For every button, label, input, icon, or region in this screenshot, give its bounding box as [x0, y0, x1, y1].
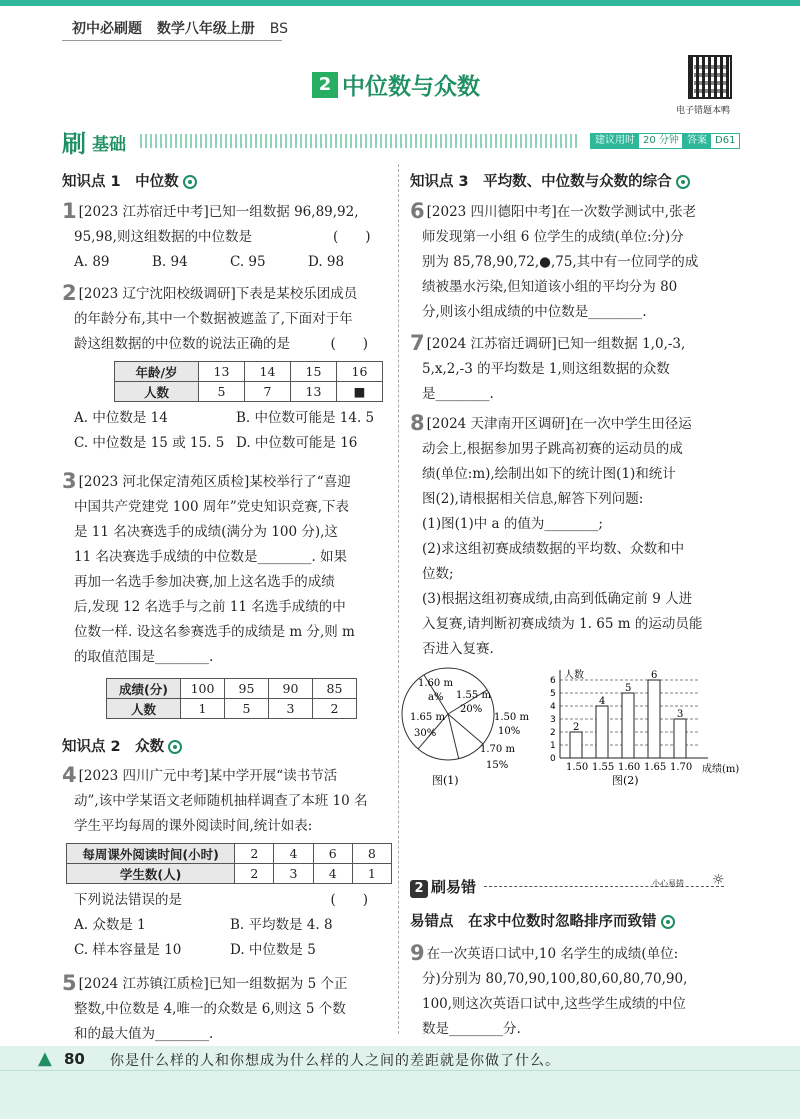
table-header: 15	[291, 362, 337, 382]
page-title	[312, 68, 480, 101]
table-cell: 2	[313, 699, 357, 719]
q6-line2: 师发现第一小组 6 位学生的成绩(单位:分)分	[422, 229, 684, 245]
q3-line5: 再加一名选手参加决赛,加上这名选手的成绩	[74, 574, 335, 590]
q1-option-a[interactable]: A. 89	[74, 254, 110, 270]
time-label: 建议用时	[591, 134, 639, 148]
footer-logo-icon: ▲	[38, 1048, 52, 1069]
table-cell: 3	[274, 864, 313, 884]
time-badge	[590, 133, 684, 149]
q8-figures	[400, 662, 740, 792]
bar-value-label: 6	[651, 670, 658, 681]
q7-line3: 是________.	[422, 386, 494, 402]
q3-line6: 后,发现 12 名选手与之前 11 名选手成绩的中	[74, 599, 346, 615]
bar	[674, 719, 686, 758]
q8-part3c: 否进入复赛.	[422, 641, 494, 657]
q4-table	[66, 843, 392, 884]
q1-number: 1	[62, 199, 77, 223]
table-header: 95	[225, 679, 269, 699]
pie-caption: 图(1)	[432, 774, 459, 787]
bar-caption: 图(2)	[612, 774, 639, 787]
bar	[622, 693, 634, 758]
y-tick-label: 4	[550, 702, 556, 712]
q5-line2: 整数,中位数是 4,唯一的众数是 6,则这 5 个数	[74, 1001, 346, 1017]
q9-line2: 分)分别为 80,70,90,100,80,60,80,70,90,	[422, 971, 688, 987]
q9-line4: 数是________分.	[422, 1021, 521, 1037]
target-icon	[168, 740, 182, 754]
column-divider	[398, 164, 399, 1034]
knowledge-point-3	[410, 170, 690, 191]
edition: BS	[269, 21, 288, 37]
subject-name: 数学八年级上册	[156, 21, 255, 37]
pie-label: 10%	[498, 726, 521, 737]
q8-part3a: (3)根据这组初赛成绩,由高到低确定前 9 人进	[422, 591, 693, 607]
pie-label: a%	[428, 692, 444, 703]
q4-line1: [2023 四川广元中考]某中学开展“读书节活	[78, 768, 338, 784]
question-8	[410, 412, 740, 662]
answer-value: D61	[715, 135, 736, 146]
q8-line1: [2024 天津南开区调研]在一次中学生田径运	[426, 416, 692, 432]
table-cell: 5	[225, 699, 269, 719]
bar	[596, 706, 608, 758]
q8-line2: 动会上,根据参加男子跳高初赛的运动员的成	[422, 441, 683, 457]
q4-option-a[interactable]: A. 众数是 1	[74, 917, 146, 933]
q7-line1: [2024 江苏宿迁调研]已知一组数据 1,0,-3,	[426, 336, 686, 352]
y-tick-label: 0	[550, 754, 556, 764]
table-cell: ■	[337, 382, 383, 402]
q2-number: 2	[62, 281, 77, 305]
q3-line7: 位数一样. 设这名参赛选手的成绩是 m 分,则 m	[74, 624, 355, 640]
table-cell: 1	[352, 864, 391, 884]
q9-line1: 在一次英语口试中,10 名学生的成绩(单位:	[426, 946, 679, 962]
section-shua: 刷	[62, 130, 86, 158]
q4-option-c[interactable]: C. 样本容量是 10	[74, 942, 182, 958]
title-number: 2	[312, 72, 338, 98]
page-number: 80	[64, 1050, 85, 1068]
bar	[648, 680, 660, 758]
q3-number: 3	[62, 469, 77, 493]
table-header: 8	[352, 844, 391, 864]
q2-options-row1	[74, 406, 392, 431]
qr-code-icon[interactable]	[688, 55, 732, 99]
qr-label: 电子错题本鸭	[676, 106, 731, 116]
target-icon	[183, 175, 197, 189]
q4-option-d[interactable]: D. 中位数是 5	[230, 942, 316, 958]
q5-number: 5	[62, 971, 77, 995]
table-row-label: 学生数(人)	[67, 864, 235, 884]
time-value: 20 分钟	[639, 134, 683, 148]
x-tick-label: 1.70	[670, 762, 693, 773]
q2-line1: [2023 辽宁沈阳校级调研]下表是某校乐团成员	[78, 286, 358, 302]
answer-badge	[682, 133, 740, 149]
table-row-label: 人数	[107, 699, 181, 719]
y-tick-label: 6	[550, 676, 556, 686]
x-tick-label: 1.65	[644, 762, 667, 773]
q8-part3b: 入复赛,请判断初赛成绩为 1. 65 m 的运动员能	[422, 616, 703, 632]
x-tick-label: 1.55	[592, 762, 615, 773]
table-header: 85	[313, 679, 357, 699]
table-header: 4	[274, 844, 313, 864]
pie-label: 1.55 m	[456, 690, 491, 701]
q8-line4: 图(2),请根据相关信息,解答下列问题:	[422, 491, 644, 507]
y-axis-label: 人数	[564, 670, 584, 681]
q3-line3: 是 11 名决赛选手的成绩(满分为 100 分),这	[74, 524, 338, 540]
pie-label: 1.65 m	[410, 712, 445, 723]
error-section-title: 刷易错	[431, 878, 477, 896]
q3-table	[106, 678, 357, 719]
q3-line2: 中国共产党建党 100 周年”党史知识竞赛,下表	[74, 499, 350, 515]
header-rule	[62, 40, 282, 41]
table-header: 100	[181, 679, 225, 699]
table-cell: 7	[245, 382, 291, 402]
section-name: 基础	[92, 135, 126, 155]
q2-line3: 龄这组数据的中位数的说法正确的是 ( )	[74, 336, 369, 352]
book-name: 初中必刷题	[72, 21, 142, 37]
table-cell: 4	[313, 864, 352, 884]
table-cell: 3	[269, 699, 313, 719]
table-header: 13	[199, 362, 245, 382]
pie-label: 30%	[414, 728, 437, 739]
q3-line1: [2023 河北保定清苑区质检]某校举行了“喜迎	[78, 474, 351, 490]
q8-number: 8	[410, 411, 425, 435]
q6-line4: 绩被墨水污染,但知道该小组的平均分为 80	[422, 279, 678, 295]
x-tick-label: 1.50	[566, 762, 589, 773]
q1-option-d[interactable]: D. 98	[308, 254, 345, 270]
y-tick-label: 2	[550, 728, 556, 738]
q1-option-b[interactable]: B. 94	[152, 254, 188, 270]
table-header: 2	[235, 844, 274, 864]
q6-line5: 分,则该小组成绩的中位数是________.	[422, 304, 647, 320]
target-icon	[676, 175, 690, 189]
q1-line2: 95,98,则这组数据的中位数是 ( )	[74, 229, 371, 245]
running-header	[72, 18, 298, 38]
question-2	[62, 282, 392, 456]
q2-option-c[interactable]: C. 中位数是 15 或 15. 5	[74, 435, 225, 451]
question-3	[62, 470, 392, 719]
bar-value-label: 2	[573, 722, 580, 733]
kp2-text: 知识点 2 众数	[62, 739, 165, 755]
q2-option-b[interactable]: B. 中位数可能是 14. 5	[236, 410, 375, 426]
bar	[570, 732, 582, 758]
q3-line4: 11 名决赛选手成绩的中位数是________. 如果	[74, 549, 348, 565]
error-section-badge	[410, 876, 476, 898]
y-tick-label: 1	[550, 741, 556, 751]
table-header: 16	[337, 362, 383, 382]
q4-line3: 学生平均每周的课外阅读时间,统计如表:	[74, 818, 313, 834]
title-text: 中位数与众数	[342, 74, 480, 100]
knowledge-point-2	[62, 735, 182, 756]
kp3-text: 知识点 3 平均数、中位数与众数的综合	[410, 174, 672, 190]
section-hatch	[140, 134, 580, 148]
question-9	[410, 942, 740, 1042]
kp1-text: 知识点 1 中位数	[62, 174, 179, 190]
q4-options-row1	[74, 913, 392, 938]
table-header: 年龄/岁	[115, 362, 199, 382]
error-section-header	[410, 876, 476, 898]
q4-line2: 动”,该中学某语文老师随机抽样调查了本班 10 名	[74, 793, 368, 809]
table-cell: 13	[291, 382, 337, 402]
error-tag: 小心易错	[652, 879, 684, 888]
q6-line3: 别为 85,78,90,72,●,75,其中有一位同学的成	[422, 254, 699, 270]
table-header: 14	[245, 362, 291, 382]
q2-table	[114, 361, 383, 402]
q7-line2: 5,x,2,-3 的平均数是 1,则这组数据的众数	[422, 361, 670, 377]
x-tick-label: 1.60	[618, 762, 641, 773]
x-axis-label: 成绩(m)	[702, 764, 740, 775]
q1-option-c[interactable]: C. 95	[230, 254, 266, 270]
q4-number: 4	[62, 763, 77, 787]
q2-option-a[interactable]: A. 中位数是 14	[74, 410, 168, 426]
q7-number: 7	[410, 331, 425, 355]
q8-part2a: (2)求这组初赛成绩数据的平均数、众数和中	[422, 541, 685, 557]
error-point-text: 易错点 在求中位数时忽略排序而致错	[410, 914, 657, 930]
question-7	[410, 332, 740, 407]
sun-icon: ☼	[712, 872, 725, 888]
pie-label: 1.70 m	[480, 744, 515, 755]
q8-part1: (1)图(1)中 a 的值为________;	[422, 516, 603, 532]
y-tick-label: 3	[550, 715, 556, 725]
q4-line4: 下列说法错误的是 ( )	[74, 892, 369, 908]
y-tick-label: 5	[550, 689, 556, 699]
q6-number: 6	[410, 199, 425, 223]
q5-line1: [2024 江苏镇江质检]已知一组数据为 5 个正	[78, 976, 348, 992]
table-header: 成绩(分)	[107, 679, 181, 699]
table-cell: 5	[199, 382, 245, 402]
q2-option-d[interactable]: D. 中位数可能是 16	[236, 435, 358, 451]
pie-label: 1.50 m	[494, 712, 529, 723]
error-point	[410, 910, 675, 931]
table-header: 6	[313, 844, 352, 864]
q8-part2b: 位数;	[422, 566, 454, 582]
pie-chart	[402, 668, 529, 787]
q8-line3: 绩(单位:m),绘制出如下的统计图(1)和统计	[422, 466, 676, 482]
q2-line2: 的年龄分布,其中一个数据被遮盖了,下面对于年	[74, 311, 353, 327]
q2-options-row2	[74, 431, 392, 456]
q3-line8: 的取值范围是________.	[74, 649, 214, 665]
question-6	[410, 200, 740, 325]
pie-label: 20%	[460, 704, 483, 715]
table-header: 90	[269, 679, 313, 699]
table-row-label: 人数	[115, 382, 199, 402]
q1-line1: [2023 江苏宿迁中考]已知一组数据 96,89,92,	[78, 204, 359, 220]
bar-value-label: 5	[625, 683, 632, 694]
q4-options-row2	[74, 938, 392, 963]
pie-label: 1.60 m	[418, 678, 453, 689]
question-5	[62, 972, 392, 1047]
dashed-arrow	[484, 886, 724, 887]
bar-value-label: 3	[677, 709, 684, 720]
q1-options	[74, 250, 392, 275]
table-header: 每周课外阅读时间(小时)	[67, 844, 235, 864]
footer-motto: 你是什么样的人和你想成为什么样的人之间的差距就是你做了什么。	[110, 1053, 560, 1069]
table-cell: 1	[181, 699, 225, 719]
q9-line3: 100,则这次英语口试中,这些学生成绩的中位	[422, 996, 686, 1012]
table-cell: 2	[235, 864, 274, 884]
pie-label: 15%	[486, 760, 509, 771]
bar-chart	[550, 668, 739, 787]
q9-number: 9	[410, 941, 425, 965]
q6-line1: [2023 四川德阳中考]在一次数学测试中,张老	[426, 204, 697, 220]
question-1	[62, 200, 392, 275]
error-section-icon: 2	[410, 880, 428, 898]
knowledge-point-1	[62, 170, 197, 191]
answer-label: 答案	[683, 134, 711, 148]
q4-option-b[interactable]: B. 平均数是 4. 8	[230, 917, 333, 933]
q5-line3: 和的最大值为________.	[74, 1026, 214, 1042]
question-4	[62, 764, 392, 963]
target-icon	[661, 915, 675, 929]
bar-value-label: 4	[599, 696, 606, 707]
footer-rule	[0, 1070, 800, 1071]
